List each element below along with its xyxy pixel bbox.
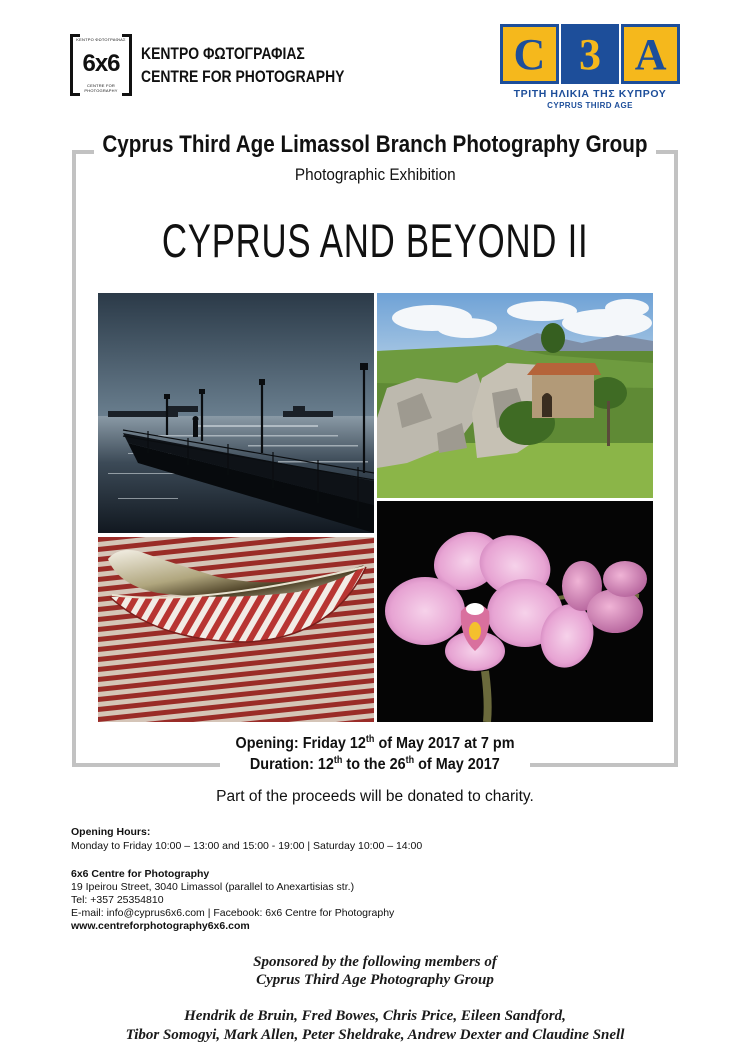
venue-address: 19 Ipeirou Street, 3040 Limassol (parallel to Anexartisias str.) [71,881,355,893]
photo-striped-bowl [98,537,374,722]
logo-6x6-mark: 6x6 [82,50,120,77]
photo-pier-sunset [98,293,374,533]
charity-note: Part of the proceeds will be donated to charity. [216,788,534,805]
title-text: CYPRUS AND BEYOND II [161,214,589,267]
sponsors-names-2: Tibor Somogyi, Mark Allen, Peter Sheldrake, Andrew Dexter and Claudine Snell [125,1027,625,1043]
photo-pink-orchid [377,501,653,722]
sponsors-heading-1: Sponsored by the following members of [253,954,497,970]
group-title [0,131,750,159]
c3a-letter-boxes [500,24,680,84]
opening-hours-text: Monday to Friday 10:00 – 13:00 and 15:00 - 19:00 | Saturday 10:00 – 14:00 [71,840,423,852]
duration-prefix: Duration: 12 [250,756,335,773]
duration-sup-1: th [334,755,343,766]
opening-date-text [236,734,515,753]
c3a-letter-3: 3 [561,24,620,84]
venue-phone: Tel: +357 25354810 [71,894,164,906]
duration-middle: to the 26 [342,756,406,773]
logo-6x6-tiny-bottom: CENTRE FOR PHOTOGRAPHY [84,83,118,93]
opening-date [0,734,750,753]
group-title-text: Cyprus Third Age Limassol Branch Photography Group [102,131,648,158]
c3a-english-name: CYPRUS THIRD AGE [547,101,633,110]
exhibition-subtitle [0,165,750,185]
opening-sup: th [365,734,375,745]
duration-date-text [250,755,500,774]
opening-hours-label: Opening Hours: [71,826,151,838]
logo-6x6-text [141,42,344,88]
logo-6x6-greek: ΚΕΝΤΡΟ ΦΩΤΟΓΡΑΦΙΑΣ [141,44,305,63]
duration-date [0,755,750,774]
logo-c3a [500,24,680,110]
opening-prefix: Opening: Friday 12 [235,735,366,752]
subtitle-text: Photographic Exhibition [294,165,456,184]
venue-email-facebook: E-mail: info@cyprus6x6.com | Facebook: 6x6 Centre for Photography [71,907,395,919]
sponsors-heading-2: Cyprus Third Age Photography Group [256,972,494,988]
venue-website-link[interactable]: www.centreforphotography6x6.com [71,920,250,932]
logo-6x6-tiny-top: ΚΕΝΤΡΟ ΦΩΤΟΓΡΑΦΙΑΣ [76,37,126,42]
venue-name: 6x6 Centre for Photography [71,868,210,880]
logo-6x6-english: CENTRE FOR PHOTOGRAPHY [141,67,345,86]
logo-6x6 [70,34,132,96]
duration-suffix: of May 2017 [414,756,500,773]
exhibition-title [0,213,750,268]
duration-sup-2: th [405,755,415,766]
c3a-letter-a: A [621,24,680,84]
c3a-letter-c: C [500,24,559,84]
photo-chapel-landscape [377,293,653,498]
opening-suffix: of May 2017 at 7 pm [374,735,515,752]
sponsors-names-1: Hendrik de Bruin, Fred Bowes, Chris Price, Eileen Sandford, [184,1008,566,1024]
c3a-greek-name: ΤΡΙΤΗ ΗΛΙΚΙΑ ΤΗΣ ΚΥΠΡΟΥ [513,88,667,100]
